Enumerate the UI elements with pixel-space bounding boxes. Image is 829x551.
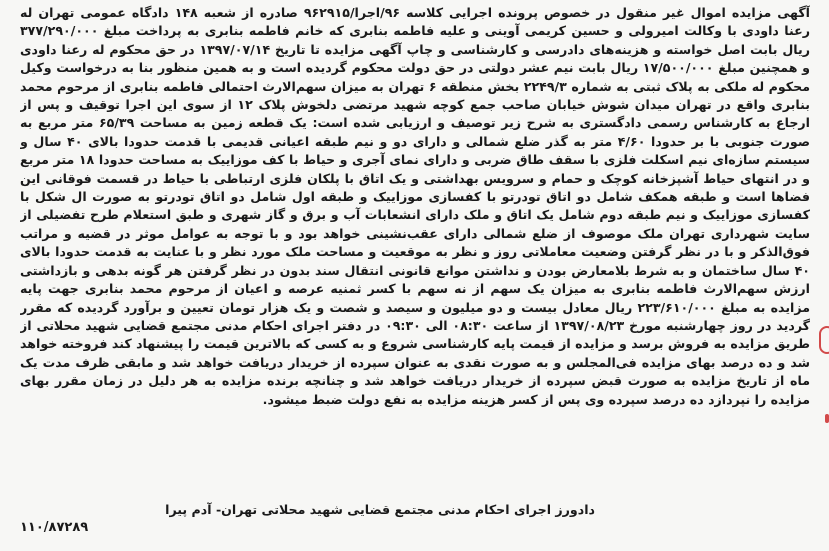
notice-reference-number: ۱۱۰/۸۷۲۸۹	[20, 520, 89, 535]
notice-signature: دادورز اجرای احکام مدنی مجتمع قضایی شهید محلاتی تهران- آدم پیرا	[165, 502, 595, 517]
notice-footer	[20, 502, 810, 542]
notice-body: آگهی مزایده اموال غیر منقول در خصوص پرونده اجرایی کلاسه ۹۶/اجرا/۹۶۲۹۱۵ صادره از شعبه ۱۴۸ دادگاه عمومی تهران له رعنا داودی با وکالت امیرولی و حسین کریمی آوینی و علیه فاطمه بنابری که خانم فاطمه بنابری به پرداخت مبلغ ۳۷۷/۲۹۰/۰۰۰ ریال بابت اصل خواسته و هزینه‌های دادرسی و کارشناسی و چاپ آگهی مزایده تا تاریخ ۱۳۹۷/۰۷/۱۴ در حق محکوم له رعنا داودی و همچنین مبلغ ۱۷/۵۰۰/۰۰۰ ریال بابت نیم عشر دولتی در حق دولت محکوم گردیده است و به همین منظور بنا به درخواست وکیل محکوم له ملکی به پلاک ثبتی به شماره ۲۲۴۹/۳ بخش منطقه ۶ تهران به میزان سهم‌الارث احتمالی فاطمه بنابری از مرحوم محمد بنابری واقع در تهران میدان شوش خیابان صاحب جمع کوچه شهید مرتضی دلخوش پلاک ۱۲ از سوی این اجرا توقیف و پس از ارجاع به کارشناس رسمی دادگستری به شرح زیر توصیف و ارزیابی شده است: یک قطعه زمین به مساحت ۶۵/۳۹ متر مربع به صورت جنوبی با بر حدودا ۴/۶۰ متر به گذر ضلع شمالی و دارای دو و نیم طبقه اعیانی قدیمی با قدمت حدودا بالای ۴۰ سال و سیستم سازه‌ای نیم اسکلت فلزی با سقف طاق ضربی و دارای نمای آجری و حیاط با کف موزاییک به مساحت حدودا ۱۸ متر مربع و در انتهای حیاط آشپزخانه کوچک و حمام و سرویس بهداشتی و یک اتاق با پلکان فلزی ارتباطی با حیاط در قسمت فوقانی این فضاها است و طبقه همکف شامل دو اتاق تودرتو با کفسازی موزاییک و طبقه اول شامل دو اتاق تودرتو به صورت ال شکل با کفسازی موزاییک و نیم طبقه دوم شامل یک اتاق و ملک دارای انشعابات آب و برق و گاز شهری و طبق استعلام طرح تفضیلی از سایت شهرداری تهران ملک موصوف از ضلع شمالی دارای عقب‌نشینی خواهد بود و با توجه به عوامل موثر در قضیه و مراتب فوق‌الذکر و با در نظر گرفتن وضعیت معاملاتی روز و نظر به موقعیت و مساحت ملک مورد نظر و با عنایت به قدمت حدودا بالای ۴۰ سال ساختمان و به شرط بلامعارض بودن و نداشتن موانع قانونی انتقال سند بدون در نظر گرفتن هر گونه بدهی و بازداشتی ارزش سهم‌الارث فاطمه بنابری به میزان یک سهم از نه سهم با کسر ثمنیه عرصه و اعیان از مرحوم محمد بنابری جهت پایه مزایده به مبلغ ۲۲۳/۶۱۰/۰۰۰ ریال معادل بیست و دو میلیون و سیصد و شصت و یک هزار تومان تعیین و برآورد گردیده که مقرر گردید در روز چهارشنبه مورخ ۱۳۹۷/۰۸/۲۳ از ساعت ۰۸:۳۰ الی ۰۹:۳۰ در دفتر اجرای احکام مدنی مجتمع قضایی شهید محلاتی از طریق مزایده به فروش برسد و مزایده از قیمت پایه کارشناسی شروع و به کسی که بالاترین قیمت را پیشنهاد کند فروخته خواهد شد و ده درصد بهای مزایده فی‌المجلس و به صورت نقدی به عنوان سپرده از خریدار دریافت خواهد شد و مابقی ظرف مدت یک ماه از تاریخ مزایده به صورت قبض سپرده از خریدار دریافت خواهد شد و چنانچه برنده مزایده به هر دلیل در زمان مقرر بهای مزایده را نپردازد ده درصد سپرده وی پس از کسر هزینه مزایده به نفع دولت ضبط میشود.	[20, 5, 810, 407]
red-edge-dot	[825, 414, 829, 423]
red-edge-mark	[819, 326, 829, 354]
auction-notice	[20, 4, 810, 539]
